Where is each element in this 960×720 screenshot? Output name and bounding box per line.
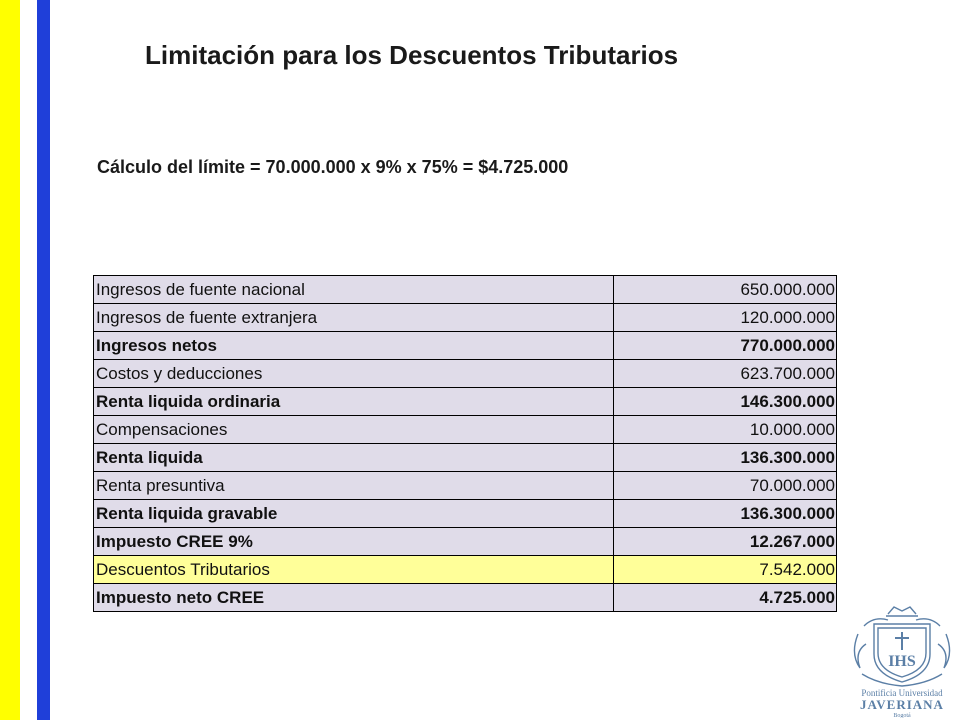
row-label: Impuesto CREE 9% — [94, 528, 614, 556]
table-row — [94, 444, 837, 472]
table-row — [94, 416, 837, 444]
crest-letters: IHS — [888, 653, 916, 670]
row-label: Compensaciones — [94, 416, 614, 444]
row-label: Costos y deducciones — [94, 360, 614, 388]
table-row — [94, 528, 837, 556]
logo-line1: Pontificia Universidad — [861, 688, 943, 698]
row-value: 623.700.000 — [614, 360, 837, 388]
logo-line3: Bogotá — [893, 713, 911, 718]
row-value: 146.300.000 — [614, 388, 837, 416]
table-row — [94, 472, 837, 500]
table-row — [94, 388, 837, 416]
limit-formula: Cálculo del límite = 70.000.000 x 9% x 75% = $4.725.000 — [97, 157, 569, 177]
row-value: 136.300.000 — [614, 444, 837, 472]
row-label: Ingresos netos — [94, 332, 614, 360]
university-crest-icon — [848, 604, 956, 718]
row-value: 4.725.000 — [614, 584, 837, 612]
table-row — [94, 276, 837, 304]
row-label: Impuesto neto CREE — [94, 584, 614, 612]
left-blue-stripe — [37, 0, 50, 720]
row-value: 650.000.000 — [614, 276, 837, 304]
row-value: 770.000.000 — [614, 332, 837, 360]
row-label: Ingresos de fuente nacional — [94, 276, 614, 304]
table-row — [94, 360, 837, 388]
table-row — [94, 500, 837, 528]
row-value: 70.000.000 — [614, 472, 837, 500]
row-label: Ingresos de fuente extranjera — [94, 304, 614, 332]
table-row — [94, 584, 837, 612]
table-row — [94, 304, 837, 332]
table-row — [94, 332, 837, 360]
row-label: Descuentos Tributarios — [94, 556, 614, 584]
row-value: 7.542.000 — [614, 556, 837, 584]
row-label: Renta liquida gravable — [94, 500, 614, 528]
tax-calculation-table — [93, 275, 837, 612]
table-row — [94, 556, 837, 584]
row-value: 120.000.000 — [614, 304, 837, 332]
row-label: Renta presuntiva — [94, 472, 614, 500]
slide-title: Limitación para los Descuentos Tributarios — [145, 40, 679, 70]
row-value: 136.300.000 — [614, 500, 837, 528]
left-yellow-stripe — [0, 0, 20, 720]
row-label: Renta liquida ordinaria — [94, 388, 614, 416]
row-label: Renta liquida — [94, 444, 614, 472]
row-value: 10.000.000 — [614, 416, 837, 444]
logo-line2: JAVERIANA — [860, 697, 944, 712]
row-value: 12.267.000 — [614, 528, 837, 556]
